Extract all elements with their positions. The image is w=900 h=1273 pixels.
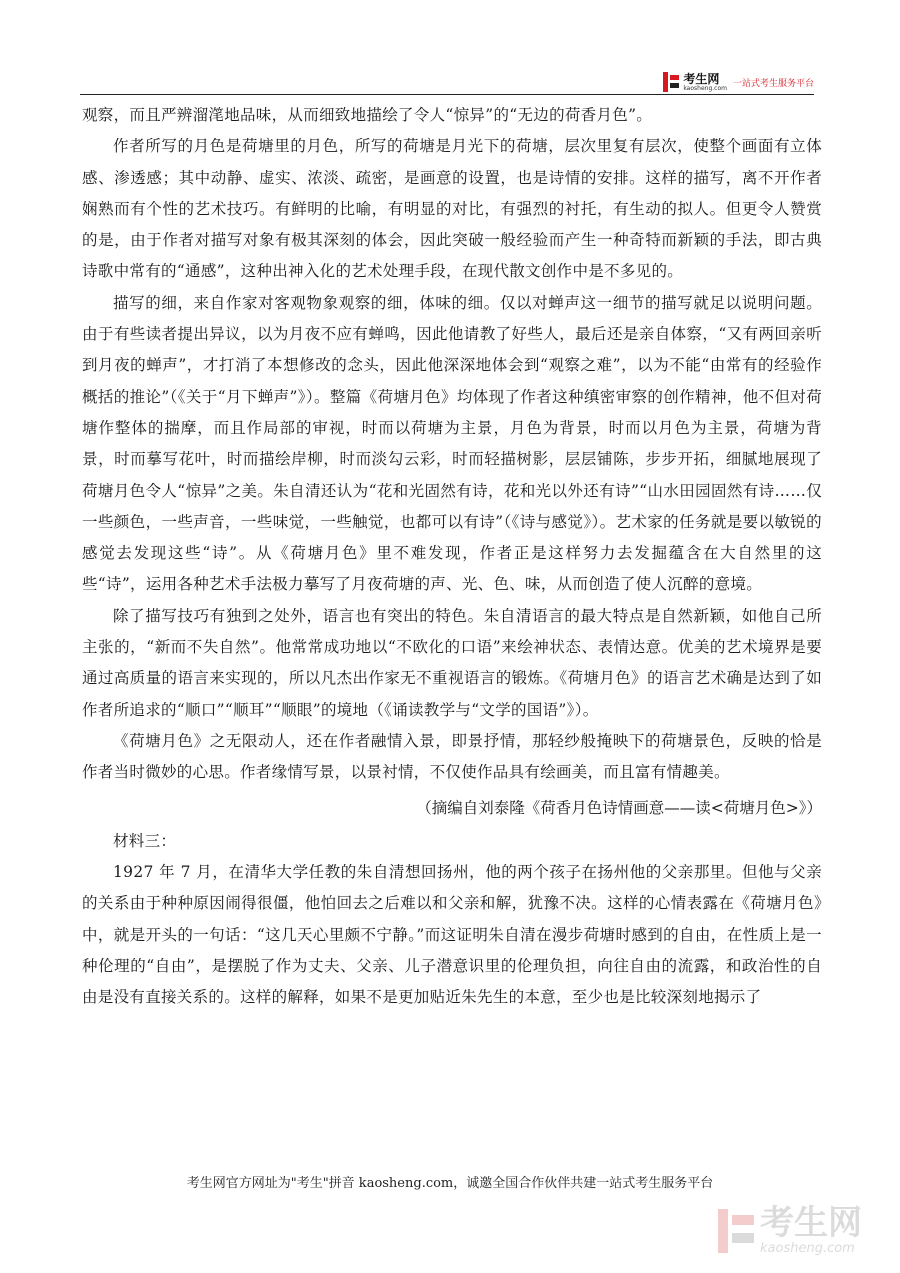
paragraph-5: 《荷塘月色》之无限动人，还在作者融情入景，即景抒情，那轻纱般掩映下的荷塘景色，反映的恰是作者当时微妙的心思。作者缘情写景，以景衬情，不仅使作品具有绘画美，而且富有情趣美。	[82, 731, 822, 782]
paragraph-2: 作者所写的月色是荷塘里的月色，所写的荷塘是月光下的荷塘，层次里复有层次，使整个画面有立体感、渗透感；其中动静、虚实、浓淡、疏密，是画意的设置，也是诗情的安排。这样的描写，离不开作者娴熟而有个性的艺术技巧。有鲜明的比喻，有明显的对比，有强烈的衬托，有生动的拟人。但更令人赞赏的是，由于作者对描写对象有极其深刻的体会，因此突破一般经验而产生一种奇特而新颖的手法，即古典诗歌中常有的“通感”，这种出神入化的艺术处理手段，在现代散文创作中是不多见的。	[82, 137, 822, 281]
header-divider	[80, 94, 814, 95]
paragraph-1: 观察，而且严辨溜滗地品味，从而细致地描绘了令人“惊异”的“无边的荷香月色”。	[82, 106, 653, 124]
section-title: 材料三：	[113, 831, 177, 850]
logo-text	[683, 73, 727, 92]
watermark	[718, 1203, 862, 1256]
watermark-text	[760, 1203, 862, 1256]
watermark-logo-icon	[718, 1209, 754, 1253]
logo-name: 考生网	[683, 71, 720, 86]
watermark-url: kaosheng.com	[760, 1241, 855, 1256]
document-body	[82, 100, 822, 1014]
paragraph-3: 描写的细，来自作家对客观物象观察的细，体味的细。仅以对蝉声这一细节的描写就足以说明问题。由于有些读者提出异议，以为月夜不应有蝉鸣，因此他请教了好些人，最后还是亲自体察，“又有两回亲听到月夜的蝉声”，才打消了本想修改的念头，因此他深深地体会到“观察之难”，以为不能“由常有的经验作概括的推论”（《关于“月下蝉声”》）。整篇《荷塘月色》均体现了作者这种缜密审察的创作精神，他不但对荷塘作整体的揣摩，而且作局部的审视，时而以荷塘为主景，月色为背景，时而以月色为主景，荷塘为背景，时而摹写花叶，时而描绘岸柳，时而淡勾云彩，时而轻描树影，层层铺陈，步步开拓，细腻地展现了荷塘月色令人“惊异”之美。朱自清还认为“花和光固然有诗，花和光以外还有诗”“山水田园固然有诗……仅一些颜色，一些声音，一些味觉，一些触觉，也都可以有诗”（《诗与感觉》）。艺术家的任务就是要以敏锐的感觉去发现这些“诗”。从《荷塘月色》里不难发现，作者正是这样努力去发掘蕴含在大自然里的这些“诗”，运用各种艺术手法极力摹写了月夜荷塘的声、光、色、味，从而创造了使人沉醉的意境。	[82, 293, 822, 594]
source-citation: （摘编自刘泰隆《荷香月色诗情画意——读<荷塘月色>》）	[416, 798, 822, 817]
header-logo	[663, 72, 814, 92]
page-footer: 考生网官方网址为"考生"拼音 kaosheng.com，诚邀全国合作伙伴共建一站式考生服务平台	[186, 1176, 714, 1191]
logo-mark-icon	[663, 72, 679, 92]
paragraph-4: 除了描写技巧有独到之处外，语言也有突出的特色。朱自清语言的最大特点是自然新颖，如他自己所主张的，“新而不失自然”。他常常成功地以“不欧化的口语”来绘神状态、表情达意。优美的艺术境界是要通过高质量的语言来实现的，所以凡杰出作家无不重视语言的锻炼。《荷塘月色》的语言艺术确是达到了如作者所追求的“顺口”“顺耳”“顺眼”的境地（《诵读教学与“文学的国语”》）。	[82, 606, 822, 719]
logo-url: kaosheng.com	[683, 84, 727, 92]
paragraph-material-3: 1927 年 7 月，在清华大学任教的朱自清想回扬州，他的两个孩子在扬州他的父亲那里。但他与父亲的关系由于种种原因闹得很僵，他怕回去之后难以和父亲和解，犹豫不决。这样的心情表露在《荷塘月色》中，就是开头的一句话：“这几天心里颇不宁静。”而这证明朱自清在漫步荷塘时感到的自由，在性质上是一种伦理的“自由”，是摆脱了作为丈夫、父亲、儿子潜意识里的伦理负担，向往自由的流露，和政治性的自由是没有直接关系的。这样的解释，如果不是更加贴近朱先生的本意，至少也是比较深刻地揭示了	[82, 863, 822, 1007]
watermark-name: 考生网	[760, 1203, 862, 1243]
logo-tagline: 一站式考生服务平台	[732, 78, 814, 89]
